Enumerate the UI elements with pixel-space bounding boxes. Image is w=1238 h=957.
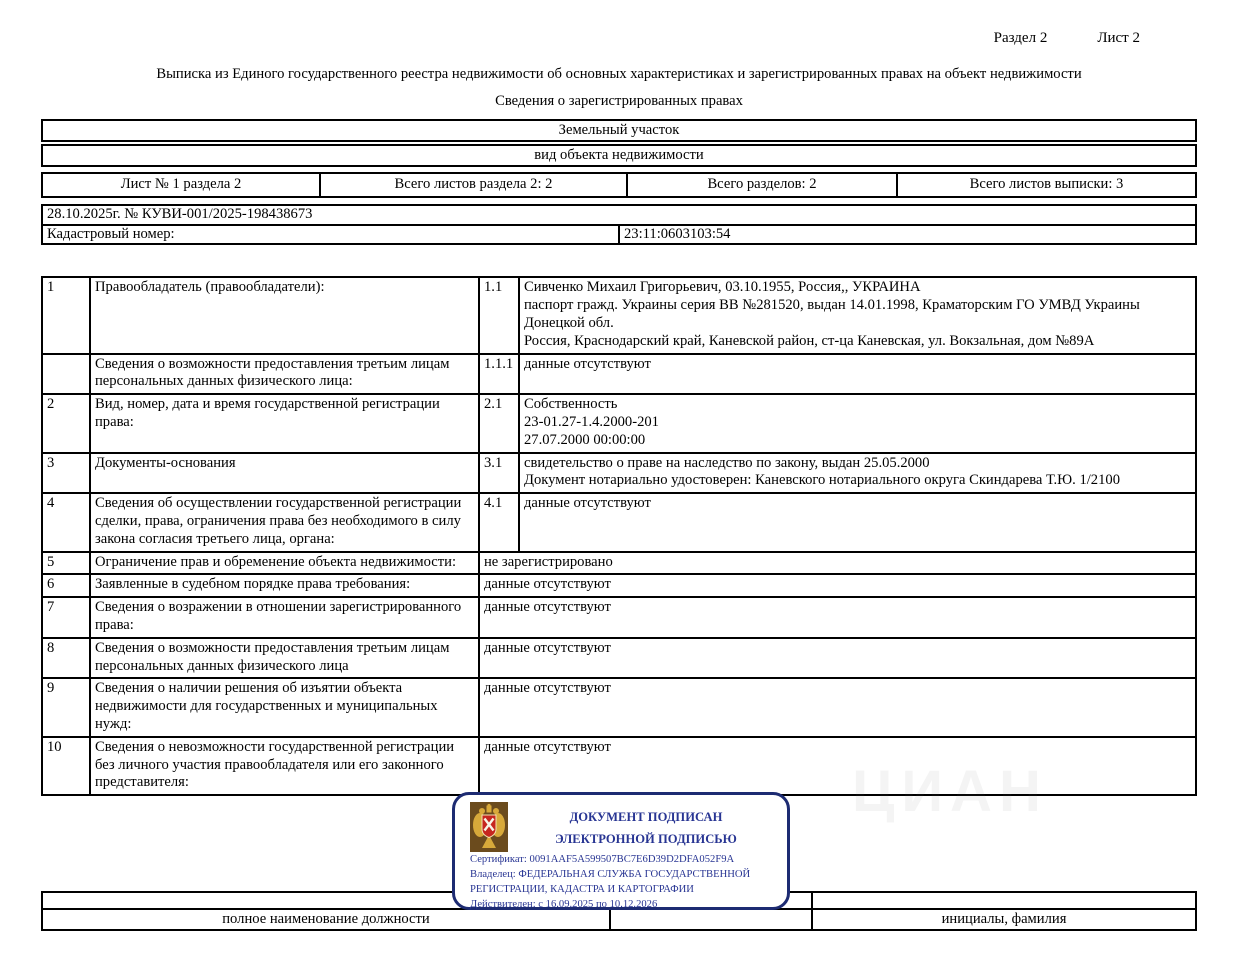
table-row bbox=[42, 453, 1196, 494]
table-row bbox=[42, 678, 1196, 736]
row-label: Заявленные в судебном порядке права требования: bbox=[90, 574, 479, 597]
row-num: 10 bbox=[42, 737, 90, 795]
object-type-value: Земельный участок bbox=[41, 119, 1197, 142]
row-label: Правообладатель (правообладатели): bbox=[90, 277, 479, 353]
document-subtitle: Сведения о зарегистрированных правах bbox=[495, 93, 743, 109]
table-row bbox=[42, 394, 1196, 452]
row-sub: 2.1 bbox=[479, 394, 519, 452]
table-row bbox=[42, 638, 1196, 679]
rosreestr-emblem-icon bbox=[470, 802, 508, 852]
document-date-number: 28.10.2025г. № КУВИ-001/2025-198438673 bbox=[42, 205, 1196, 225]
object-type-caption: вид объекта недвижимости bbox=[41, 144, 1197, 167]
document-title: Выписка из Единого государственного реестра недвижимости об основных характеристиках и зарегистрированных правах на объект недвижимости bbox=[156, 66, 1082, 82]
row-value: не зарегистрировано bbox=[479, 552, 1196, 575]
row-value: данные отсутствуют bbox=[519, 354, 1196, 395]
table-row bbox=[42, 597, 1196, 638]
row-num: 2 bbox=[42, 394, 90, 452]
row-label: Сведения о возможности предоставления третьим лицам персональных данных физического лица bbox=[90, 638, 479, 679]
row-sub: 1.1 bbox=[479, 277, 519, 353]
row-label: Вид, номер, дата и время государственной регистрации права: bbox=[90, 394, 479, 452]
stamp-title-line1: ДОКУМЕНТ ПОДПИСАН bbox=[569, 810, 723, 824]
table-row bbox=[42, 574, 1196, 597]
row-num: 7 bbox=[42, 597, 90, 638]
row-value: данные отсутствуют bbox=[479, 597, 1196, 638]
row-num: 5 bbox=[42, 552, 90, 575]
row-label: Документы-основания bbox=[90, 453, 479, 494]
cadastral-value: 23:11:0603103:54 bbox=[619, 225, 1196, 245]
initials-surname-label: инициалы, фамилия bbox=[812, 909, 1196, 930]
sheet-info-cell: Всего разделов: 2 bbox=[627, 173, 897, 197]
row-value: данные отсутствуют bbox=[479, 737, 1196, 795]
row-label: Сведения о невозможности государственной регистрации без личного участия правообладателя или его законного представителя: bbox=[90, 737, 479, 795]
row-label: Сведения о возражении в отношении зарегистрированного права: bbox=[90, 597, 479, 638]
site-watermark: ЦИАН bbox=[852, 759, 1048, 824]
row-sub: 4.1 bbox=[479, 493, 519, 551]
sheet-info-cell: Всего листов раздела 2: 2 bbox=[320, 173, 627, 197]
sheet-label: Лист 2 bbox=[1097, 30, 1140, 46]
signature-middle-cell bbox=[610, 909, 812, 930]
row-num bbox=[42, 354, 90, 395]
row-value: Собственность 23-01.27-1.4.2000-201 27.07.2000 00:00:00 bbox=[519, 394, 1196, 452]
cadastral-row bbox=[42, 225, 1196, 245]
row-value: данные отсутствуют bbox=[479, 574, 1196, 597]
row-label: Сведения о наличии решения об изъятии объекта недвижимости для государственных и муниципальных нужд: bbox=[90, 678, 479, 736]
sheet-info-cell: Всего листов выписки: 3 bbox=[897, 173, 1196, 197]
table-row bbox=[42, 354, 1196, 395]
sheet-info-table bbox=[41, 172, 1197, 198]
rights-table bbox=[41, 276, 1197, 796]
row-label: Сведения о возможности предоставления третьим лицам персональных данных физического лица: bbox=[90, 354, 479, 395]
table-row bbox=[42, 277, 1196, 353]
table-row bbox=[42, 493, 1196, 551]
row-value: Сивченко Михаил Григорьевич, 03.10.1955, Россия,, УКРАИНА паспорт гражд. Украины серия ВВ №281520, выдан 14.01.1998, Краматорским ГО УМВД Украины Донецкой обл. Россия, Краснодарский край, Каневской район, ст-ца Каневская, ул. Вокзальная, дом №89А bbox=[519, 277, 1196, 353]
page-header bbox=[0, 0, 1238, 47]
row-num: 6 bbox=[42, 574, 90, 597]
stamp-owner: Владелец: ФЕДЕРАЛЬНАЯ СЛУЖБА ГОСУДАРСТВЕННОЙ РЕГИСТРАЦИИ, КАДАСТРА И КАРТОГРАФИИ bbox=[470, 869, 751, 895]
row-num: 9 bbox=[42, 678, 90, 736]
row-value: данные отсутствуют bbox=[519, 493, 1196, 551]
sheet-info-cell: Лист № 1 раздела 2 bbox=[42, 173, 320, 197]
row-num: 3 bbox=[42, 453, 90, 494]
signature-blank-cell bbox=[812, 892, 1196, 909]
stamp-validity: Действителен: с 16.09.2025 по 10.12.2026 bbox=[470, 899, 658, 910]
row-value: данные отсутствуют bbox=[479, 678, 1196, 736]
stamp-certificate: Сертификат: 0091AAF5A599507BC7E6D39D2DFA052F9A bbox=[470, 854, 735, 865]
row-num: 8 bbox=[42, 638, 90, 679]
cadastral-label: Кадастровый номер: bbox=[42, 225, 619, 245]
stamp-title bbox=[513, 806, 779, 850]
row-sub: 3.1 bbox=[479, 453, 519, 494]
table-row bbox=[42, 552, 1196, 575]
digital-signature-stamp bbox=[452, 792, 790, 910]
row-num: 4 bbox=[42, 493, 90, 551]
row-sub: 1.1.1 bbox=[479, 354, 519, 395]
document-info-table bbox=[41, 204, 1197, 246]
position-title-label: полное наименование должности bbox=[42, 909, 610, 930]
row-label: Сведения об осуществлении государственной регистрации сделки, права, ограничения права без необходимого в силу закона согласия третьего лица, органа: bbox=[90, 493, 479, 551]
stamp-title-line2: ЭЛЕКТРОННОЙ ПОДПИСЬЮ bbox=[555, 832, 737, 846]
signature-label-row bbox=[42, 909, 1196, 930]
row-value: свидетельство о праве на наследство по закону, выдан 25.05.2000 Документ нотариально удостоверен: Каневского нотариального округа Скиндарева Т.Ю. 1/2100 bbox=[519, 453, 1196, 494]
stamp-details bbox=[470, 852, 779, 912]
section-label: Раздел 2 bbox=[993, 30, 1048, 46]
document-date-row bbox=[42, 205, 1196, 225]
row-value: данные отсутствуют bbox=[479, 638, 1196, 679]
sheet-info-row bbox=[42, 173, 1196, 197]
row-num: 1 bbox=[42, 277, 90, 353]
row-label: Ограничение прав и обременение объекта недвижимости: bbox=[90, 552, 479, 575]
